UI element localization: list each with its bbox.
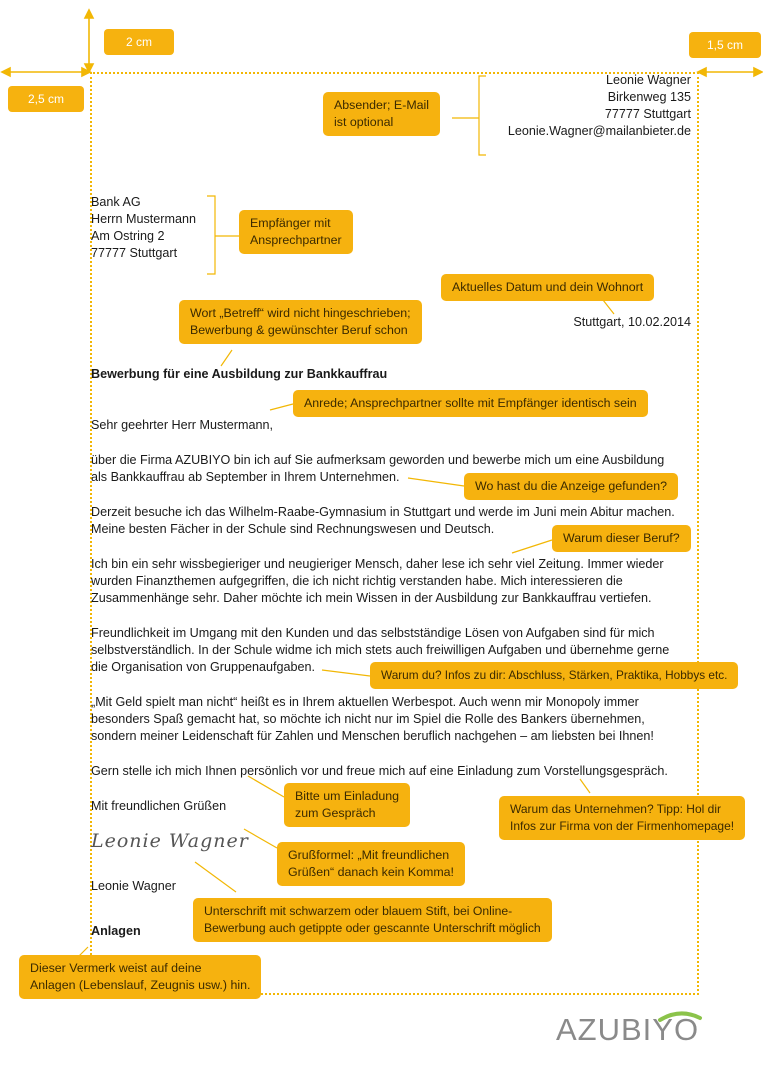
- margin-right-label: 1,5 cm: [689, 32, 761, 58]
- note-closing: Grußformel: „Mit freundlichen Grüßen“ danach kein Komma!: [277, 842, 465, 886]
- subject-line: Bewerbung für eine Ausbildung zur Bankkauffrau: [91, 367, 388, 381]
- note-date: Aktuelles Datum und dein Wohnort: [441, 274, 654, 301]
- handwritten-signature: Leonie Wagner: [91, 830, 249, 852]
- note-subject: Wort „Betreff“ wird nicht hingeschrieben; Bewerbung & gewünschter Beruf schon: [179, 300, 422, 344]
- note-invitation: Bitte um Einladung zum Gespräch: [284, 783, 410, 827]
- note-why-company: Warum das Unternehmen? Tipp: Hol dir Infos zur Firma von der Firmenhomepage!: [499, 796, 745, 840]
- recipient-city: 77777 Stuttgart: [91, 246, 178, 260]
- closing-line: Mit freundlichen Grüßen: [91, 799, 227, 813]
- recipient-company: Bank AG: [91, 195, 141, 209]
- note-source: Wo hast du die Anzeige gefunden?: [464, 473, 678, 500]
- recipient-street: Am Ostring 2: [91, 229, 165, 243]
- recipient-person: Herrn Mustermann: [91, 212, 196, 226]
- paragraph-3: Ich bin ein sehr wissbegieriger und neugieriger Mensch, daher lese ich sehr viel Zeitung. Immer wieder wurden Finanzthemen aufgegriffen, die ich nicht richtig verstanden habe. Mich interessieren die Zusammenhänge sehr. Daher möchte ich mein Wissen in der Ausbildung zur Bankkauffrau vertiefen.: [91, 557, 664, 605]
- note-salutation: Anrede; Ansprechpartner sollte mit Empfänger identisch sein: [293, 390, 648, 417]
- margin-left-label: 2,5 cm: [8, 86, 84, 112]
- paragraph-5: „Mit Geld spielt man nicht“ heißt es in Ihrem aktuellen Werbespot. Auch wenn mir Monopoly immer besonders Spaß gemacht hat, so möchte ich nicht nur im Spiel die Rolle des Bankers übernehmen, sondern meiner Leidenschaft für Zahlen und Menschen beruflich nachgehen – am liebsten bei Ihnen!: [91, 695, 654, 743]
- sender-city: 77777 Stuttgart: [604, 107, 691, 121]
- note-attachments: Dieser Vermerk weist auf deine Anlagen (Lebenslauf, Zeugnis usw.) hin.: [19, 955, 261, 999]
- sender-street: Birkenweg 135: [607, 90, 691, 104]
- signature-name: Leonie Wagner: [91, 879, 176, 893]
- note-signature: Unterschrift mit schwarzem oder blauem Stift, bei Online- Bewerbung auch getippte oder gescannte Unterschrift möglich: [193, 898, 552, 942]
- date-line: Stuttgart, 10.02.2014: [573, 315, 691, 329]
- note-why-you: Warum du? Infos zu dir: Abschluss, Stärken, Praktika, Hobbys etc.: [370, 662, 738, 689]
- note-why-job: Warum dieser Beruf?: [552, 525, 691, 552]
- attachments-label: Anlagen: [91, 924, 141, 938]
- paragraph-2: Derzeit besuche ich das Wilhelm-Raabe-Gymnasium in Stuttgart und werde im Juni mein Abitur machen. Meine besten Fächer in der Schule sind Rechnungswesen und Deutsch.: [91, 505, 675, 536]
- paragraph-1: über die Firma AZUBIYO bin ich auf Sie aufmerksam geworden und bewerbe mich um eine Ausbildung als Bankkauffrau ab September in Ihrem Unternehmen.: [91, 453, 665, 484]
- salutation: Sehr geehrter Herr Mustermann,: [91, 418, 273, 432]
- note-sender: Absender; E-Mail ist optional: [323, 92, 440, 136]
- sender-name: Leonie Wagner: [606, 73, 691, 87]
- note-recipient: Empfänger mit Ansprechpartner: [239, 210, 353, 254]
- paragraph-6: Gern stelle ich mich Ihnen persönlich vor und freue mich auf eine Einladung zum Vorstellungsgespräch.: [91, 764, 668, 778]
- paragraph-4: Freundlichkeit im Umgang mit den Kunden und das selbstständige Lösen von Aufgaben sind für mich selbstverständlich. In der Schule widme ich mich stets auch freiwilligen Aufgaben und übernehme gerne die Organisation von Gruppenaufgaben.: [91, 626, 670, 674]
- sender-email: Leonie.Wagner@mailanbieter.de: [507, 124, 691, 138]
- margin-top-label: 2 cm: [104, 29, 174, 55]
- azubiyo-logo: AZUBIYO: [556, 1012, 700, 1047]
